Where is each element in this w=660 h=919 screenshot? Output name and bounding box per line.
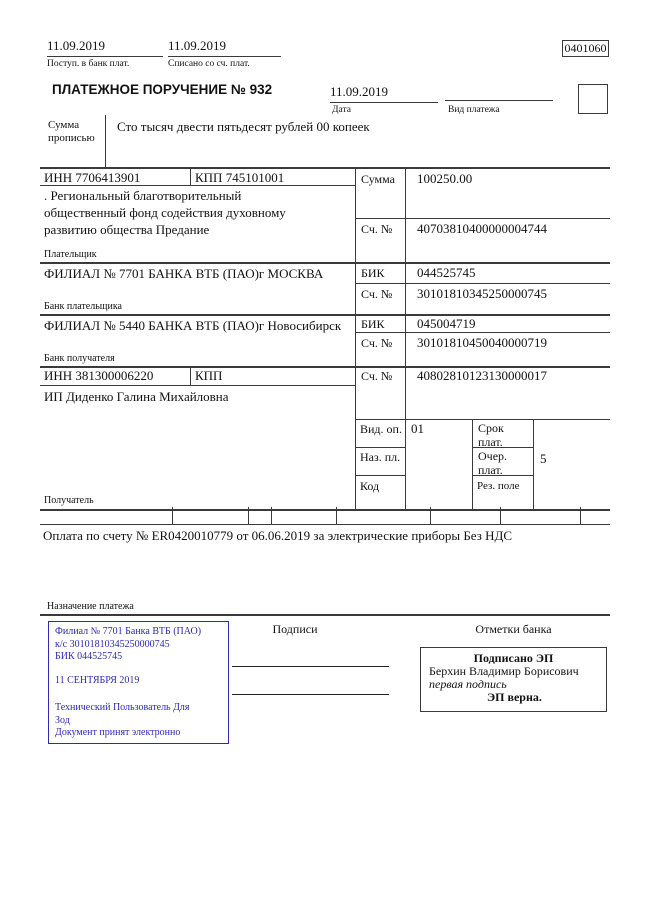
grid-line — [355, 332, 610, 333]
debited-from-account-label: Списано со сч. плат. — [168, 59, 250, 69]
payer-bank-label: Банк плательщика — [44, 301, 122, 312]
payer-kpp: КПП 745101001 — [195, 170, 285, 185]
payer-name-line1: . Региональный благотворительный — [44, 188, 242, 203]
payer-bank-name: ФИЛИАЛ № 7701 БАНКА ВТБ (ПАО)г МОСКВА — [44, 266, 324, 281]
grid-line — [172, 507, 173, 524]
payer-bank-bik: 044525745 — [417, 265, 476, 280]
payee-bank-label: Банк получателя — [44, 353, 115, 364]
grid-line — [533, 419, 534, 509]
payment-type-label: Вид платежа — [448, 105, 500, 115]
bank-note-user-line2: Зод — [55, 714, 70, 726]
grid-line — [355, 419, 610, 420]
payee-account-label: Сч. № — [361, 369, 393, 383]
code-label: Код — [360, 479, 380, 493]
grid-line — [190, 169, 191, 185]
grid-line — [405, 169, 406, 509]
requisites-table — [40, 167, 610, 511]
payee-label: Получатель — [44, 495, 94, 506]
payment-purpose-code-label: Наз. пл. — [360, 450, 401, 464]
bank-note-date: 11 СЕНТЯБРЯ 2019 — [55, 674, 140, 686]
sum-value: 100250.00 — [417, 171, 473, 186]
esignature-stamp — [420, 647, 607, 712]
payment-purpose-text: Оплата по счету № ER0420010779 от 06.06.2019 за электрические приборы Без НДС — [43, 528, 513, 543]
grid-line — [271, 507, 272, 524]
payer-label: Плательщик — [44, 249, 97, 260]
payee-bank-bik-label: БИК — [361, 317, 385, 331]
payer-account-label: Сч. № — [361, 222, 393, 236]
document-date: 11.09.2019 — [330, 84, 438, 103]
grid-line — [580, 507, 581, 524]
bank-acceptance-note — [48, 621, 229, 744]
payer-bank-account: 30101810345250000745 — [417, 286, 547, 301]
amount-words-label-line2: прописью — [48, 132, 95, 144]
signature-line-2 — [232, 694, 389, 695]
bank-note-accepted-electronically: Документ принят электронно — [55, 727, 181, 738]
stamp-title: Подписано ЭП — [473, 651, 554, 665]
payee-inn: ИНН 381300006220 — [44, 368, 154, 383]
sum-label: Сумма — [361, 172, 395, 186]
payee-bank-account-label: Сч. № — [361, 336, 393, 350]
payment-kind-box — [578, 84, 608, 114]
date-label: Дата — [332, 105, 351, 115]
document-title: ПЛАТЕЖНОЕ ПОРУЧЕНИЕ № 932 — [52, 82, 273, 97]
received-in-bank-label: Поступ. в банк плат. — [47, 59, 130, 69]
bank-note-bik: БИК 044525745 — [55, 651, 123, 662]
stamp-verified-text: ЭП верна. — [487, 690, 542, 704]
amount-in-words: Сто тысяч двести пятьдесят рублей 00 копеек — [117, 119, 370, 134]
payer-name-line3: развитию общества Предание — [44, 222, 210, 237]
amount-words-divider — [105, 115, 106, 167]
grid-line — [40, 262, 610, 264]
payment-term-label: Срок плат. — [478, 421, 504, 449]
payee-name: ИП Диденко Галина Михайловна — [44, 389, 229, 404]
purpose-underline — [40, 614, 610, 616]
signature-line-1 — [232, 666, 389, 667]
grid-line — [190, 366, 191, 385]
payer-bank-account-label: Сч. № — [361, 287, 393, 301]
grid-line — [355, 447, 405, 448]
debited-from-account-date: 11.09.2019 — [168, 38, 281, 57]
grid-line — [355, 169, 356, 509]
payer-account-value: 40703810400000004744 — [417, 221, 547, 236]
signatures-label: Подписи — [272, 622, 318, 636]
payee-kpp-label: КПП — [195, 368, 223, 383]
bank-note-bank-name: Филиал № 7701 Банка ВТБ (ПАО) — [55, 626, 202, 637]
payee-bank-account: 30101810450040000719 — [417, 335, 547, 350]
payee-bank-bik: 045004719 — [417, 316, 476, 331]
grid-line — [500, 507, 501, 524]
grid-line — [40, 385, 355, 386]
received-in-bank-date: 11.09.2019 — [47, 38, 163, 57]
payer-name-line2: общественный фонд содействия духовному — [44, 205, 286, 220]
grid-line — [355, 218, 610, 219]
grid-line — [355, 475, 405, 476]
form-code-box: 0401060 — [562, 40, 609, 57]
bank-note-user-line1: Технический Пользователь Для — [55, 702, 190, 713]
payer-bank-bik-label: БИК — [361, 266, 385, 280]
extra-fields-strip — [40, 507, 610, 525]
grid-line — [472, 419, 473, 509]
stamp-signature-kind: первая подпись — [429, 677, 507, 691]
priority-value: 5 — [540, 451, 547, 466]
bank-note-corr-account: к/с 30101810345250000745 — [55, 638, 170, 650]
payment-type-blank-line — [445, 84, 553, 101]
payee-account: 40802810123130000017 — [417, 368, 547, 383]
amount-words-label-line1: Сумма — [48, 119, 80, 131]
op-type-label: Вид. оп. — [360, 422, 402, 436]
grid-line — [40, 314, 610, 316]
payee-bank-name: ФИЛИАЛ № 5440 БАНКА ВТБ (ПАО)г Новосибирск — [44, 318, 342, 333]
reserve-field-label: Рез. поле — [477, 480, 520, 492]
payment-purpose-label: Назначение платежа — [47, 601, 134, 612]
grid-line — [248, 507, 249, 524]
bank-marks-label: Отметки банка — [475, 622, 552, 636]
stamp-signer-name: Берхин Владимир Борисович — [429, 664, 579, 678]
grid-line — [355, 283, 610, 284]
priority-label: Очер. плат. — [478, 449, 508, 477]
grid-line — [430, 507, 431, 524]
payer-inn: ИНН 7706413901 — [44, 170, 141, 185]
op-type-value: 01 — [411, 421, 424, 436]
grid-line — [336, 507, 337, 524]
